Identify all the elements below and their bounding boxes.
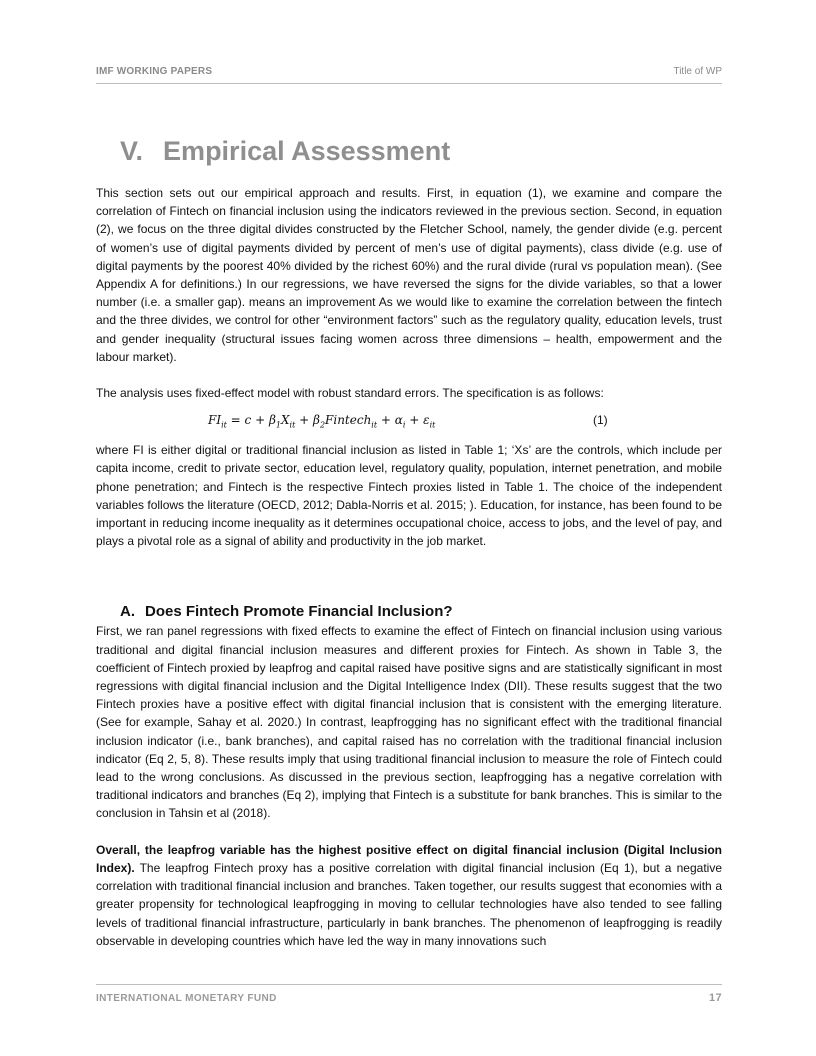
paragraph-variables: where FI is either digital or traditional financial inclusion as listed in Table 1; ‘Xs’ are the controls, which include per capita income, credit to private sector, education level, regulatory quality, population, internet penetration, and mobile phone penetration; and Fintech is the respective Fintech proxies listed in Table 1. The choice of the independent variables follows the literature (OECD, 2012; Dabla-Norris et al. 2015; ). Education, for instance, has been found to be important in reducing income inequality as it determines occupational choice, access to jobs, and the level of pay, and plays a pivotal role as a signal of ability and productivity in the job market.	[96, 443, 722, 549]
paper-title: Title of WP	[673, 66, 722, 77]
section-number: V.	[120, 136, 144, 166]
footer-organization: INTERNATIONAL MONETARY FUND	[96, 992, 277, 1004]
subsection-title: Does Fintech Promote Financial Inclusion?	[145, 603, 453, 621]
subsection-heading	[120, 602, 722, 622]
section-heading	[120, 136, 450, 167]
series-title: IMF WORKING PAPERS	[96, 66, 213, 77]
header-divider	[96, 83, 722, 84]
paragraph-results: First, we ran panel regressions with fixed effects to examine the effect of Fintech on financial inclusion using various traditional and digital financial inclusion measures and different proxies for Fintech. As shown in Table 3, the coefficient of Fintech proxied by leapfrog and capital raised have positive signs and are statistically significant in most regressions with digital financial inclusion and the Digital Intelligence Index (DII). These results suggest that the two Fintech proxies have a positive effect with digital financial inclusion that is consistent with the emerging literature. (See for example, Sahay et al. 2020.) In contrast, leapfrogging has no significant effect with the traditional financial inclusion indicator (i.e., bank branches), and capital raised has no correlation with the traditional financial inclusion indicator (Eq 2, 5, 8). These results imply that using traditional financial inclusion to measure the role of Fintech could lead to the wrong conclusions. As discussed in the previous section, leapfrogging has a negative correlation with traditional indicators and branches (Eq 2), implying that Fintech is a substitute for bank branches. This is similar to the conclusion in Tahsin et al (2018).	[96, 624, 722, 821]
equation-1	[96, 405, 722, 441]
running-footer	[96, 992, 722, 1004]
page-number: 17	[708, 992, 722, 1004]
paragraph-overall	[96, 841, 722, 950]
paragraph-overall-text: The leapfrog Fintech proxy has a positive correlation with digital financial inclusion (Eq 1), but a negative correlation with traditional financial inclusion and branches. Taken together, our results suggest that economies with a greater propensity for technological leapfrogging in moving to cellular technologies have also tended to see falling levels of traditional financial infrastructure, particularly in bank branches. The phenomenon of leapfrogging is readily observable in developing countries which have led the way in many innovations such	[96, 860, 722, 948]
subsection-letter: A.	[120, 603, 135, 621]
running-header	[96, 66, 722, 77]
body-content	[96, 184, 722, 950]
equation-formula: $FI_{it} = c + \beta_1X_{it}$ + $\beta_2Fintech_{it} + \alpha_i + \varepsilon_{it}$	[208, 413, 436, 430]
equation-number: (1)	[593, 413, 608, 428]
paragraph-intro: This section sets out our empirical approach and results. First, in equation (1), we examine and compare the correlation of Fintech on financial inclusion using the indicators reviewed in the previous section. Second, in equation (2), we focus on the three digital divides constructed by the Fletcher School, namely, the gender divide (e.g. percent of women’s use of digital payments divided by percent of men’s use of digital payments), class divide (e.g. use of digital payments by the poorest 40% divided by the richest 60%) and the rural divide (rural vs population mean). (See Appendix A for definitions.) In our regressions, we have reversed the signs for the divide variables, so that a lower number (i.e. a smaller gap). means an improvement As we would like to examine the correlation between the fintech and the three divides, we control for other “environment factors” such as the regulatory quality, education levels, trust and gender inequality (structural issues facing women across three dimensions – health, empowerment and the labour market).	[96, 186, 722, 364]
paragraph-specification: The analysis uses fixed-effect model with robust standard errors. The specification is as follows:	[96, 386, 604, 401]
section-title: Empirical Assessment	[163, 136, 451, 166]
footer-divider	[96, 984, 722, 985]
paragraph-lead-bold: Overall, the leapfrog variable has the highest positive effect on digital financial inclusion (Digital Inclusion Index).	[96, 842, 722, 875]
